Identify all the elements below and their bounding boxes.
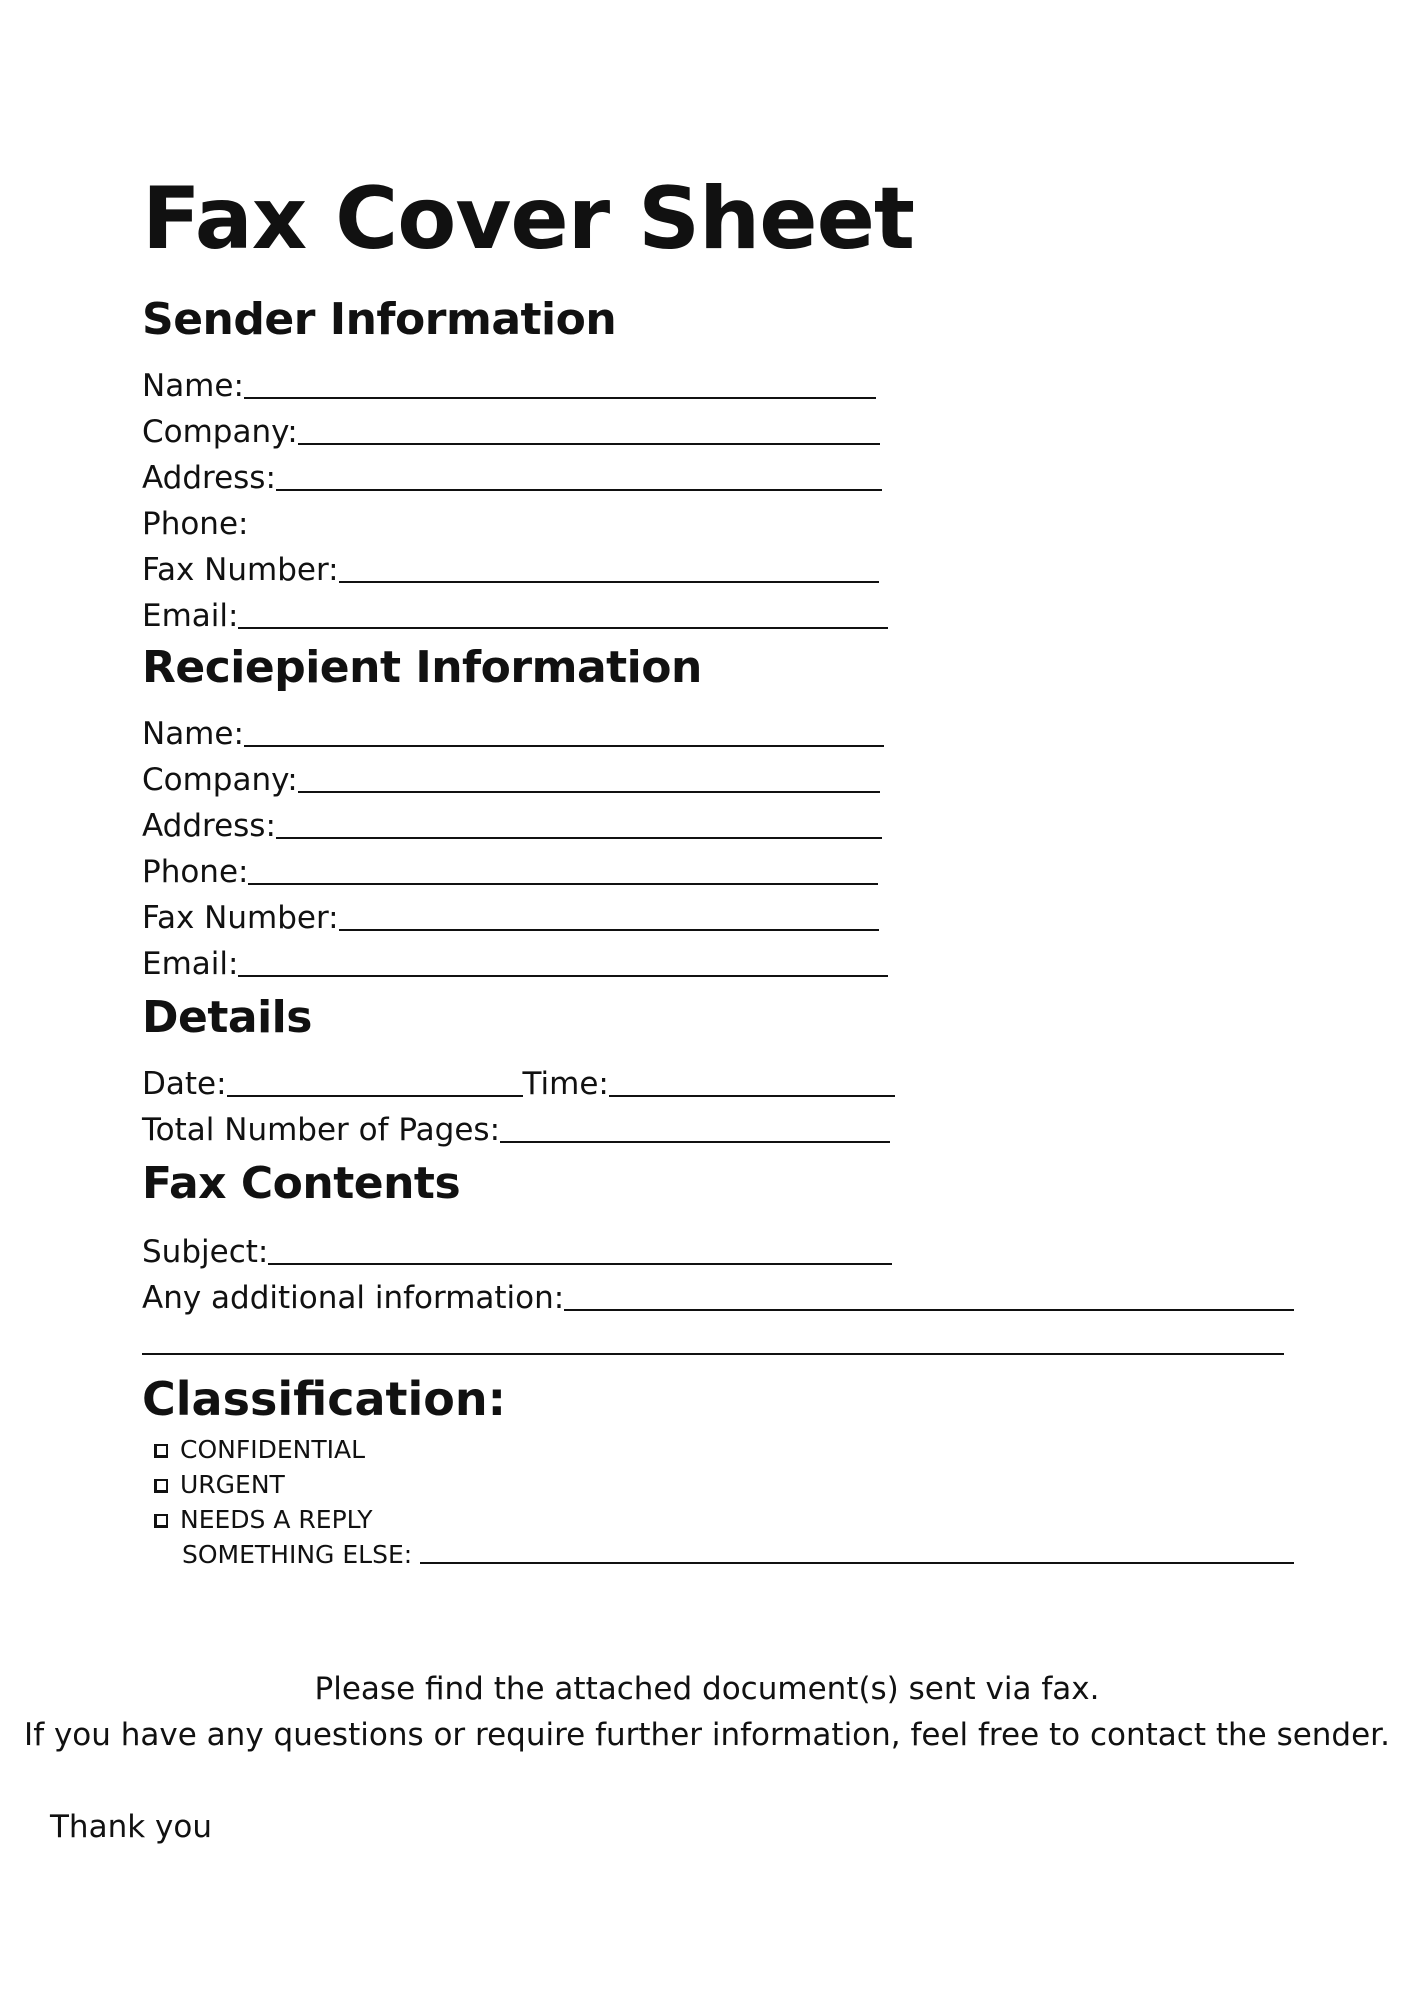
field-label: Fax Number:: [142, 900, 339, 936]
blank-line: [339, 581, 879, 583]
recipient-email-field[interactable]: [142, 940, 888, 980]
sender-fax-number-field[interactable]: [142, 546, 879, 586]
recipient-address-field[interactable]: [142, 802, 882, 842]
field-label: Phone:: [142, 506, 249, 542]
total-pages-field[interactable]: [142, 1106, 890, 1146]
field-label: Name:: [142, 716, 244, 752]
blank-line: [420, 1562, 1294, 1564]
blank-line: [298, 443, 880, 445]
option-label: SOMETHING ELSE:: [182, 1540, 413, 1569]
field-label: Email:: [142, 598, 239, 634]
recipient-name-field[interactable]: [142, 710, 884, 750]
recipient-fax-number-field[interactable]: [142, 894, 879, 934]
recipient-phone-field[interactable]: [142, 848, 878, 888]
sender-email-field[interactable]: [142, 592, 888, 632]
recipient-heading: Reciepient Information: [142, 642, 702, 693]
checkbox-icon[interactable]: [154, 1444, 168, 1458]
sender-name-field[interactable]: [142, 362, 876, 402]
option-label: URGENT: [180, 1470, 285, 1499]
blank-line: [238, 975, 888, 977]
time-label: Time:: [522, 1066, 609, 1102]
option-urgent[interactable]: [154, 1467, 285, 1497]
field-label: Email:: [142, 946, 239, 982]
option-needs-a-reply[interactable]: [154, 1502, 373, 1532]
classification-heading: Classification:: [142, 1372, 507, 1426]
option-label: CONFIDENTIAL: [180, 1435, 366, 1464]
field-label: Address:: [142, 460, 276, 496]
field-label: Any additional information:: [142, 1280, 565, 1316]
sender-address-field[interactable]: [142, 454, 882, 494]
recipient-company-field[interactable]: [142, 756, 880, 796]
option-label: NEEDS A REPLY: [180, 1505, 373, 1534]
field-label: Company:: [142, 762, 298, 798]
thank-you: Thank you: [50, 1809, 212, 1845]
blank-line: [276, 489, 882, 491]
field-label: Fax Number:: [142, 552, 339, 588]
blank-line: [339, 929, 879, 931]
field-label: Address:: [142, 808, 276, 844]
field-label: Phone:: [142, 854, 249, 890]
blank-line: [268, 1263, 892, 1265]
sender-heading: Sender Information: [142, 294, 617, 345]
field-label: Total Number of Pages:: [142, 1112, 501, 1148]
contents-heading: Fax Contents: [142, 1158, 461, 1209]
date-label: Date:: [142, 1066, 227, 1102]
blank-line: [500, 1141, 890, 1143]
blank-line: [142, 1353, 1284, 1355]
blank-line: [298, 791, 880, 793]
blank-line: [244, 397, 876, 399]
additional-info-field[interactable]: [142, 1274, 1294, 1314]
checkbox-icon[interactable]: [154, 1514, 168, 1528]
field-label: Company:: [142, 414, 298, 450]
option-confidential[interactable]: [154, 1432, 365, 1462]
option-something-else[interactable]: [182, 1537, 1294, 1567]
checkbox-icon[interactable]: [154, 1479, 168, 1493]
field-label: Subject:: [142, 1234, 269, 1270]
details-heading: Details: [142, 992, 312, 1043]
sender-company-field[interactable]: [142, 408, 880, 448]
blank-line: [564, 1309, 1294, 1311]
subject-field[interactable]: [142, 1228, 892, 1268]
blank-line: [276, 837, 882, 839]
time-blank-line[interactable]: [609, 1095, 895, 1097]
sender-phone-field[interactable]: [142, 500, 248, 540]
footer-line-2: If you have any questions or require further information, feel free to contact the sender.: [24, 1717, 1390, 1753]
additional-info-continuation[interactable]: [142, 1318, 1284, 1358]
page-title: Fax Cover Sheet: [142, 169, 915, 269]
date-blank-line[interactable]: [227, 1095, 523, 1097]
blank-line: [238, 627, 888, 629]
blank-line: [244, 745, 884, 747]
date-time-row: [142, 1060, 895, 1100]
footer-line-1: Please find the attached document(s) sent via fax.: [314, 1671, 1100, 1707]
field-label: Name:: [142, 368, 244, 404]
blank-line: [248, 883, 878, 885]
